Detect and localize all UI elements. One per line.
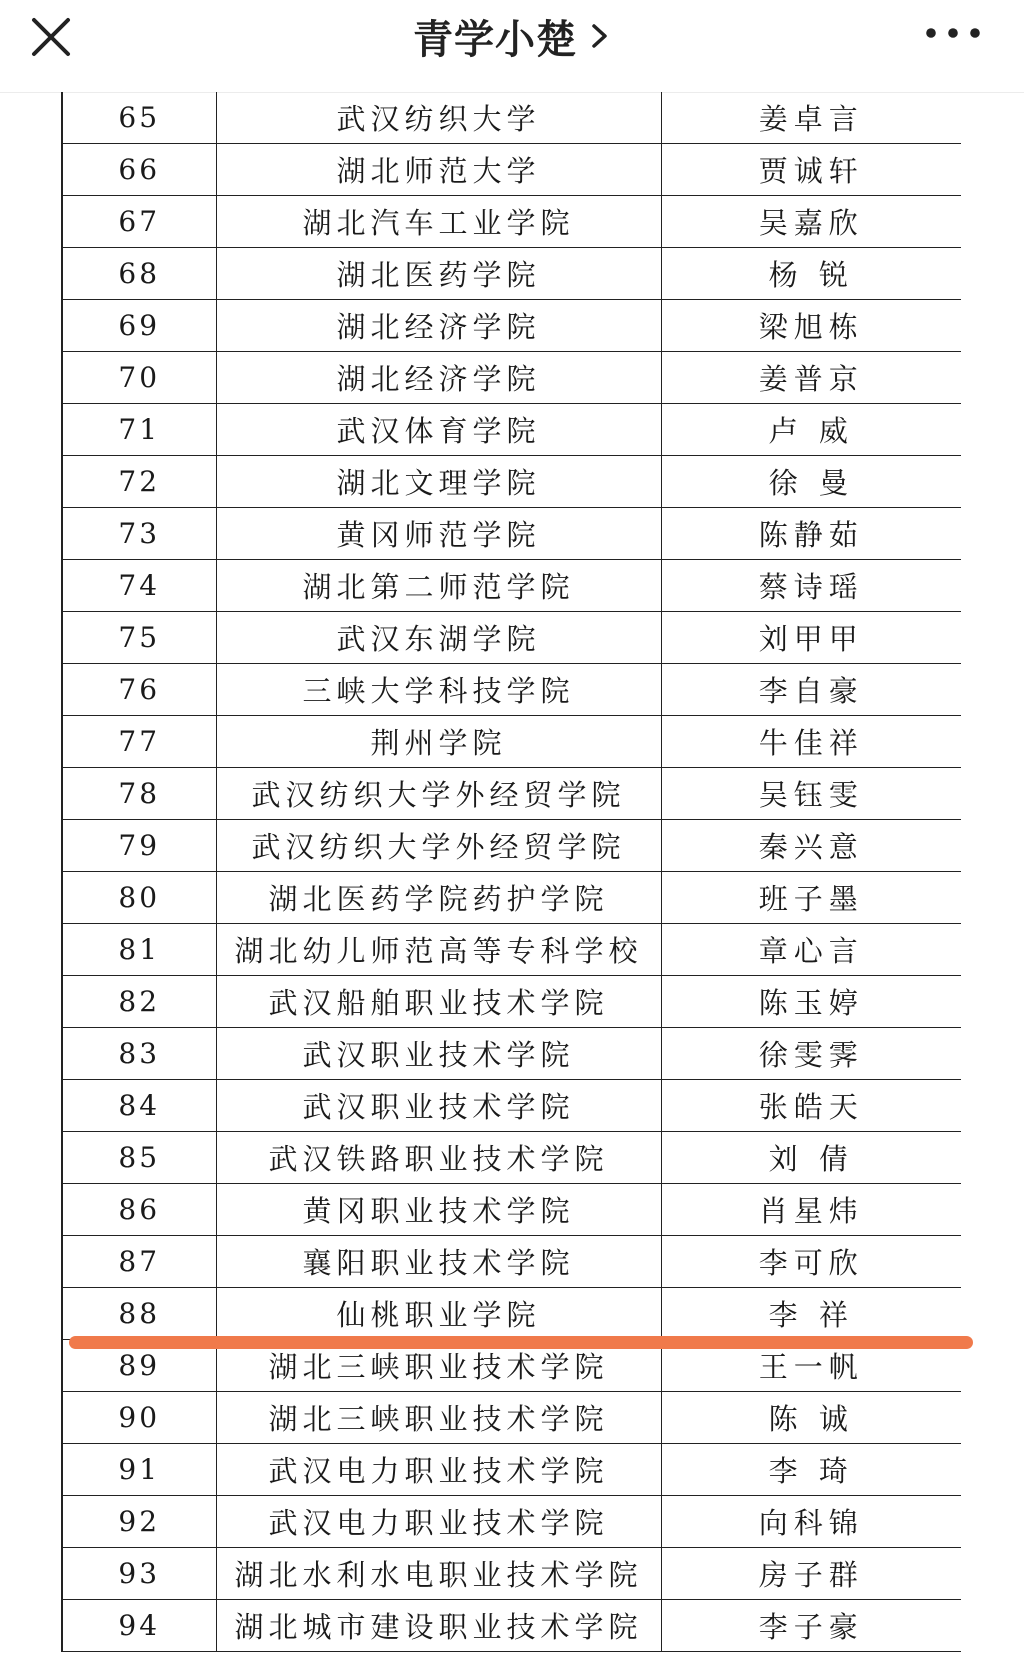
winners-table xyxy=(61,92,961,1652)
table-row xyxy=(62,1184,961,1236)
name-cell: 徐 曼 xyxy=(661,456,961,508)
row-number-cell: 69 xyxy=(62,300,216,352)
school-cell: 湖北经济学院 xyxy=(216,352,661,404)
table-row xyxy=(62,1444,961,1496)
name-cell: 吴钰雯 xyxy=(661,768,961,820)
row-number-cell: 85 xyxy=(62,1132,216,1184)
row-number-cell: 91 xyxy=(62,1444,216,1496)
school-cell: 荆州学院 xyxy=(216,716,661,768)
school-cell: 武汉体育学院 xyxy=(216,404,661,456)
table-row xyxy=(62,248,961,300)
row-number-cell: 86 xyxy=(62,1184,216,1236)
school-cell: 武汉职业技术学院 xyxy=(216,1028,661,1080)
table-row xyxy=(62,716,961,768)
table-row xyxy=(62,1080,961,1132)
school-cell: 湖北师范大学 xyxy=(216,144,661,196)
row-number-cell: 94 xyxy=(62,1600,216,1652)
account-title-link[interactable] xyxy=(413,8,611,65)
table-row xyxy=(62,508,961,560)
row-number-cell: 93 xyxy=(62,1548,216,1600)
name-cell: 张皓天 xyxy=(661,1080,961,1132)
table-row xyxy=(62,1496,961,1548)
name-cell: 李可欣 xyxy=(661,1236,961,1288)
name-cell: 徐雯霁 xyxy=(661,1028,961,1080)
school-cell: 湖北城市建设职业技术学院 xyxy=(216,1600,661,1652)
name-cell: 陈静茹 xyxy=(661,508,961,560)
name-cell: 陈 诚 xyxy=(661,1392,961,1444)
row-number-cell: 80 xyxy=(62,872,216,924)
row-number-cell: 90 xyxy=(62,1392,216,1444)
school-cell: 湖北医药学院 xyxy=(216,248,661,300)
row-number-cell: 81 xyxy=(62,924,216,976)
table-row xyxy=(62,144,961,196)
row-number-cell: 78 xyxy=(62,768,216,820)
table-row xyxy=(62,1028,961,1080)
row-number-cell: 92 xyxy=(62,1496,216,1548)
school-cell: 湖北三峡职业技术学院 xyxy=(216,1340,661,1392)
row-number-cell: 77 xyxy=(62,716,216,768)
table-row xyxy=(62,820,961,872)
school-cell: 武汉纺织大学 xyxy=(216,92,661,144)
school-cell: 湖北幼儿师范高等专科学校 xyxy=(216,924,661,976)
table-body xyxy=(62,92,961,1652)
table-row xyxy=(62,1288,961,1340)
row-number-cell: 70 xyxy=(62,352,216,404)
row-number-cell: 89 xyxy=(62,1340,216,1392)
school-cell: 武汉铁路职业技术学院 xyxy=(216,1132,661,1184)
name-cell: 蔡诗瑶 xyxy=(661,560,961,612)
row-number-cell: 74 xyxy=(62,560,216,612)
name-cell: 贾诚轩 xyxy=(661,144,961,196)
school-cell: 湖北医药学院药护学院 xyxy=(216,872,661,924)
row-number-cell: 83 xyxy=(62,1028,216,1080)
table-row xyxy=(62,92,961,144)
school-cell: 黄冈师范学院 xyxy=(216,508,661,560)
table-row xyxy=(62,560,961,612)
name-cell: 杨 锐 xyxy=(661,248,961,300)
table-row xyxy=(62,664,961,716)
table-row xyxy=(62,1132,961,1184)
row-number-cell: 72 xyxy=(62,456,216,508)
school-cell: 武汉电力职业技术学院 xyxy=(216,1444,661,1496)
name-cell: 姜卓言 xyxy=(661,92,961,144)
name-cell: 李 祥 xyxy=(661,1288,961,1340)
row-number-cell: 68 xyxy=(62,248,216,300)
school-cell: 武汉职业技术学院 xyxy=(216,1080,661,1132)
name-cell: 李子豪 xyxy=(661,1600,961,1652)
table-row xyxy=(62,300,961,352)
school-cell: 武汉纺织大学外经贸学院 xyxy=(216,820,661,872)
name-cell: 王一帆 xyxy=(661,1340,961,1392)
table-row xyxy=(62,768,961,820)
table-row xyxy=(62,872,961,924)
more-icon[interactable] xyxy=(924,18,982,48)
table-row xyxy=(62,1392,961,1444)
row-number-cell: 65 xyxy=(62,92,216,144)
name-cell: 刘 倩 xyxy=(661,1132,961,1184)
row-number-cell: 84 xyxy=(62,1080,216,1132)
name-cell: 房子群 xyxy=(661,1548,961,1600)
school-cell: 仙桃职业学院 xyxy=(216,1288,661,1340)
document-table-image xyxy=(61,92,961,1659)
school-cell: 湖北经济学院 xyxy=(216,300,661,352)
table-row xyxy=(62,196,961,248)
row-number-cell: 88 xyxy=(62,1288,216,1340)
table-row xyxy=(62,924,961,976)
row-number-cell: 87 xyxy=(62,1236,216,1288)
school-cell: 襄阳职业技术学院 xyxy=(216,1236,661,1288)
table-row xyxy=(62,404,961,456)
close-icon[interactable] xyxy=(28,14,74,60)
name-cell: 班子墨 xyxy=(661,872,961,924)
school-cell: 武汉电力职业技术学院 xyxy=(216,1496,661,1548)
name-cell: 梁旭栋 xyxy=(661,300,961,352)
row-number-cell: 67 xyxy=(62,196,216,248)
row-number-cell: 76 xyxy=(62,664,216,716)
table-row xyxy=(62,1600,961,1652)
row-number-cell: 66 xyxy=(62,144,216,196)
school-cell: 黄冈职业技术学院 xyxy=(216,1184,661,1236)
row-number-cell: 71 xyxy=(62,404,216,456)
table-row xyxy=(62,456,961,508)
name-cell: 吴嘉欣 xyxy=(661,196,961,248)
table-row xyxy=(62,612,961,664)
row-number-cell: 75 xyxy=(62,612,216,664)
name-cell: 章心言 xyxy=(661,924,961,976)
table-row xyxy=(62,1548,961,1600)
school-cell: 三峡大学科技学院 xyxy=(216,664,661,716)
name-cell: 秦兴意 xyxy=(661,820,961,872)
school-cell: 湖北三峡职业技术学院 xyxy=(216,1392,661,1444)
school-cell: 湖北水利水电职业技术学院 xyxy=(216,1548,661,1600)
school-cell: 湖北文理学院 xyxy=(216,456,661,508)
row-number-cell: 73 xyxy=(62,508,216,560)
name-cell: 李 琦 xyxy=(661,1444,961,1496)
name-cell: 姜普京 xyxy=(661,352,961,404)
school-cell: 湖北汽车工业学院 xyxy=(216,196,661,248)
name-cell: 卢 威 xyxy=(661,404,961,456)
name-cell: 刘甲甲 xyxy=(661,612,961,664)
row-number-cell: 82 xyxy=(62,976,216,1028)
name-cell: 李自豪 xyxy=(661,664,961,716)
row-number-cell: 79 xyxy=(62,820,216,872)
name-cell: 牛佳祥 xyxy=(661,716,961,768)
school-cell: 湖北第二师范学院 xyxy=(216,560,661,612)
school-cell: 武汉纺织大学外经贸学院 xyxy=(216,768,661,820)
school-cell: 武汉东湖学院 xyxy=(216,612,661,664)
name-cell: 肖星炜 xyxy=(661,1184,961,1236)
school-cell: 武汉船舶职业技术学院 xyxy=(216,976,661,1028)
name-cell: 向科锦 xyxy=(661,1496,961,1548)
chevron-right-icon xyxy=(589,21,611,51)
nav-bar xyxy=(0,0,1024,93)
name-cell: 陈玉婷 xyxy=(661,976,961,1028)
table-row xyxy=(62,1236,961,1288)
table-row xyxy=(62,976,961,1028)
table-row xyxy=(62,352,961,404)
highlight-underline xyxy=(69,1336,973,1349)
account-title: 青学小楚 xyxy=(413,16,577,63)
